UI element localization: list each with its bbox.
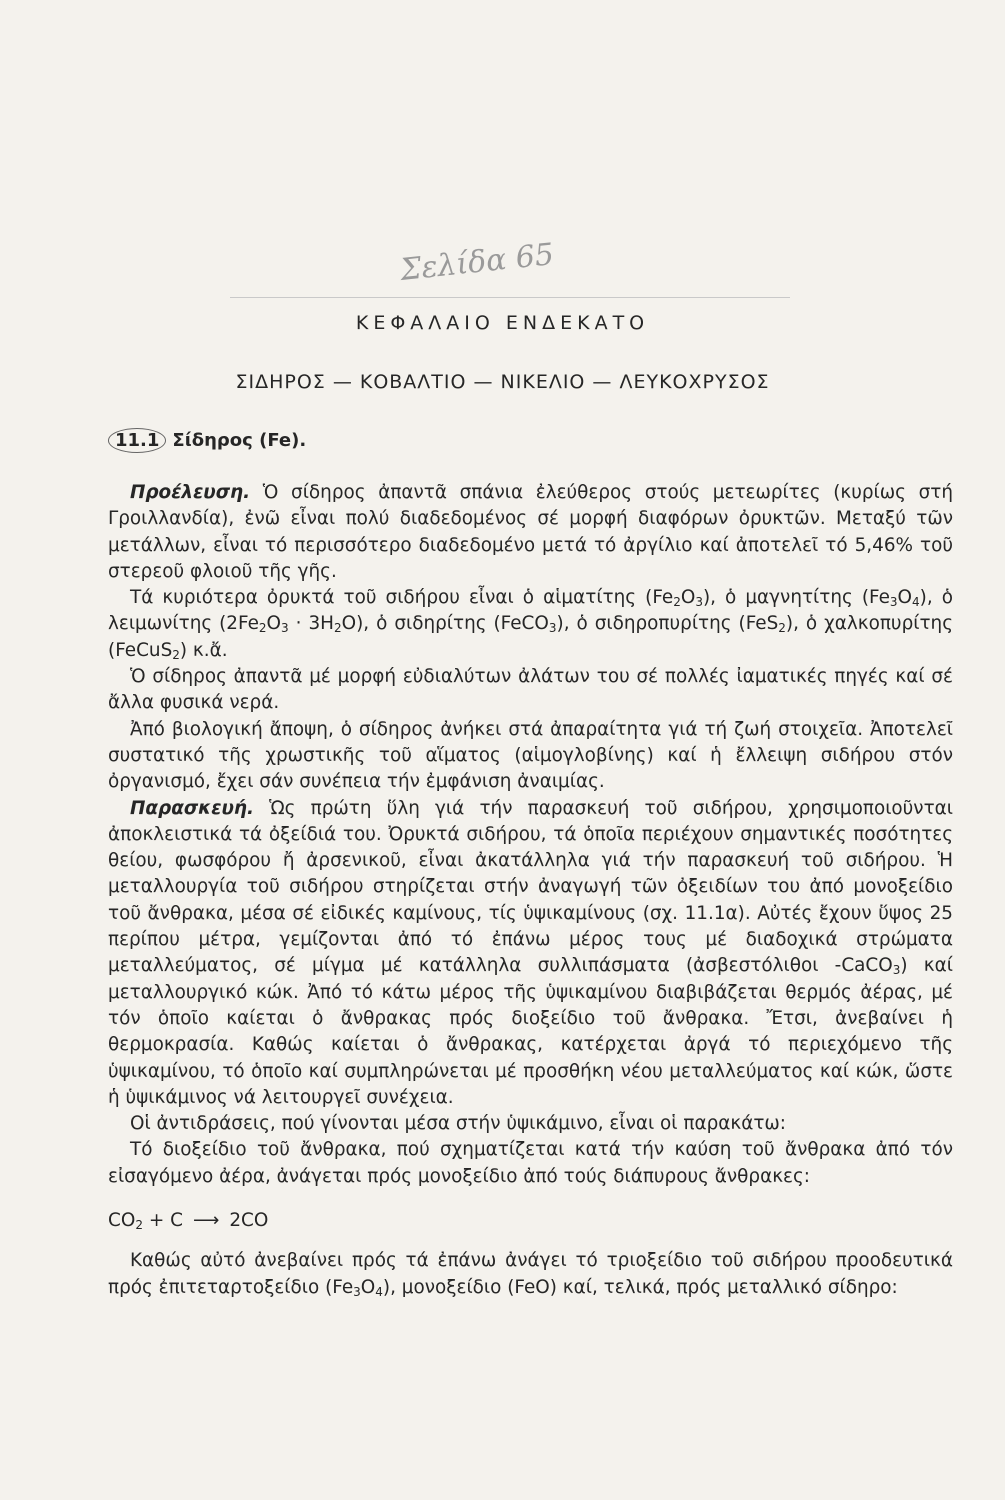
section-heading <box>108 428 306 453</box>
paragraph-origin: Προέλευση. Ὁ σίδηρος ἀπαντᾶ σπάνια ἐλεύθερος στούς μετεωρίτες (κυρίως στή Γροιλλανδία), ἐνῶ εἶναι πολύ διαδεδομένος σέ μορφή διαφόρων ὀρυκτῶν. Μεταξύ τῶν μετάλλων, εἶναι τό περισσότερο διαδεδομένο μετά τό ἀργίλιο καί ἀποτελεῖ τό 5,46% τοῦ στερεοῦ φλοιοῦ τῆς γῆς. <box>108 482 953 582</box>
label-preparation: Παρασκευή. <box>130 797 254 819</box>
formula-pyrite: FeS$_2$ <box>745 613 786 636</box>
formula-caco3: CaCO$_3$ <box>841 955 901 978</box>
handwritten-note: Σελίδα 65 <box>398 237 556 288</box>
formula-magnetite: $Fe_3O_4$ <box>869 587 920 610</box>
formula-fe3o4: $Fe_3O_4$ <box>332 1276 383 1299</box>
formula-limonite: $Fe_2O_3 \cdot 3H_2O$ <box>238 613 357 636</box>
paragraph-reactions: Οἱ ἀντιδράσεις, πού γίνονται μέσα στήν ὑψικάμινο, εἶναι οἱ παρακάτω: <box>130 1113 787 1135</box>
formula-chalcopyrite: FeCuS$_2$ <box>115 639 180 662</box>
chapter-heading: ΚΕΦΑΛΑΙΟ ΕΝΔΕΚΑΤΟ <box>355 312 650 334</box>
paragraph-preparation: Παρασκευή. Ὡς πρώτη ὕλη γιά τήν παρασκευή τοῦ σιδήρου, χρησιμοποιοῦνται ἀποκλειστικά τά ὀξείδιά του. Ὀρυκτά σιδήρου, τά ὁποῖα περιέχουν σημαντικές ποσότητες θείου, φωσφόρου ἤ ἀρσενικοῦ, εἶναι ἀκατάλληλα γιά τήν παρασκευή τοῦ σιδήρου. Ἡ μεταλλουργία τοῦ σιδήρου στηρίζεται στήν ἀναγωγή τῶν ὀξειδίων του ἀπό μονοξείδιο τοῦ ἄνθρακα, μέσα σέ εἰδικές καμίνους, τίς ὑψικαμίνους (σχ. 11.1α). Αὐτές ἔχουν ὕψος 25 περίπου μέτρα, γεμίζονται ἀπό τό ἐπάνω μέρος τους μέ διαδοχικά στρώματα μεταλλεύματος, σέ μίγμα μέ κατάλληλα συλλιπάσματα (ἀσβεστόλιθοι -CaCO$_3$) καί μεταλλουργικό κώκ. Ἀπό τό κάτω μέρος τῆς ὑψικαμίνου διαβιβάζεται θερμός ἀέρας, μέ τόν ὁποῖο καίεται ὁ ἄνθρακας πρός διοξείδιο τοῦ ἄνθρακα. Ἔτσι, ἀνεβαίνει ἡ θερμοκρασία. Καθώς καίεται ὁ ἄνθρακας, κατέρχεται ἀργά τό περιεχόμενο τῆς ὑψικαμίνου, τό ὁποῖο καί συμπληρώνεται μέ προσθήκη νέου μεταλλεύματος καί κώκ, ὥστε ἡ ὑψικάμινος νά λειτουργεῖ συνέχεια. <box>108 797 953 1108</box>
body-text <box>108 480 953 1301</box>
section-title: Σίδηρος (Fe). <box>172 430 307 451</box>
equation-co2-c: $CO_2 + C$ ⟶ 2CO <box>108 1210 269 1233</box>
formula-siderite: FeCO$_3$ <box>500 613 557 636</box>
paragraph-iron-reduction: Καθώς αὐτό ἀνεβαίνει πρός τά ἐπάνω ἀνάγει τό τριοξείδιο τοῦ σιδήρου προοδευτικά πρός ἐπιτεταρτοξείδιο $(Fe_3O_4)$, μονοξείδιο (FeO) καί, τελικά, πρός μεταλλικό σίδηρο: <box>108 1250 953 1299</box>
paragraph-minerals: Τά κυριότερα ὀρυκτά τοῦ σιδήρου εἶναι ὁ αἱματίτης $(Fe_2O_3)$, ὁ μαγνητίτης $(Fe_3O_4)$, ὁ λειμωνίτης $(2Fe_2O_3 \cdot 3H_2O)$, ὁ σιδηρίτης (FeCO$_3$), ὁ σιδηροπυρίτης (FeS$_2$), ὁ χαλκοπυρίτης (FeCuS$_2$) κ.ἄ. <box>108 587 953 662</box>
section-number: 11.1 <box>108 428 166 453</box>
reaction-arrow-icon: ⟶ <box>192 1210 220 1232</box>
separator-line <box>230 297 790 298</box>
paragraph-co2-reduction: Τό διοξείδιο τοῦ ἄνθρακα, πού σχηματίζεται κατά τήν καύση τοῦ ἄνθρακα ἀπό τόν εἰσαγόμενο ἀέρα, ἀνάγεται πρός μονοξείδιο ἀπό τούς διάπυρους ἄνθρακες: <box>108 1139 953 1187</box>
chapter-subtitle: ΣΙΔΗΡΟΣ — ΚΟΒΑΛΤΙΟ — ΝΙΚΕΛΙΟ — ΛΕΥΚΟΧΡΥΣΟΣ <box>235 371 770 393</box>
label-origin: Προέλευση. <box>130 482 251 503</box>
paragraph-biology: Ἀπό βιολογική ἄποψη, ὁ σίδηρος ἀνήκει στά ἀπαραίτητα γιά τή ζωή στοιχεῖα. Ἀποτελεῖ συστατικό τῆς χρωστικῆς τοῦ αἵματος (αἱμογλοβίνης) καί ἡ ἔλλειψη σιδήρου στόν ὀργανισμό, ἔχει σάν συνέπεια τήν ἐμφάνιση ἀναιμίας. <box>108 718 953 793</box>
formula-hematite: $Fe_2O_3$ <box>652 587 703 610</box>
paragraph-springs: Ὁ σίδηρος ἀπαντᾶ μέ μορφή εὐδιαλύτων ἀλάτων του σέ πολλές ἰαματικές πηγές καί σέ ἄλλα φυσικά νερά. <box>108 666 953 714</box>
